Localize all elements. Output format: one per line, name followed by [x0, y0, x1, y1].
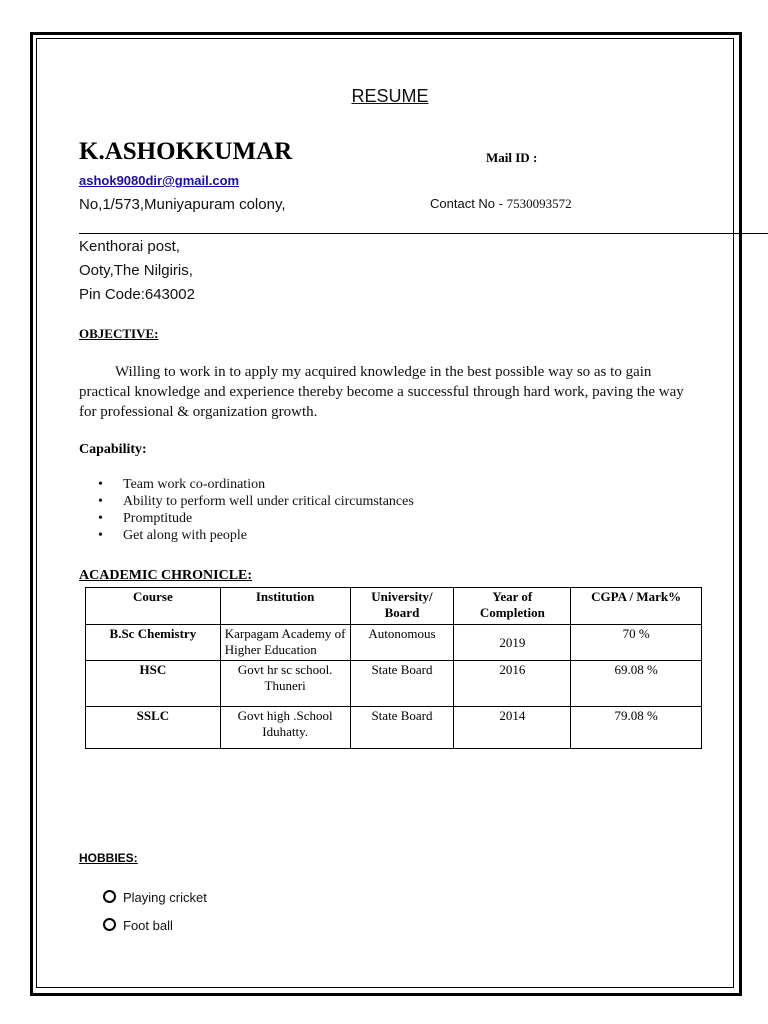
- capability-list: [98, 476, 414, 544]
- contact-number: [430, 196, 572, 212]
- table-cell: 70 %: [571, 625, 702, 661]
- objective-paragraph: [79, 362, 704, 422]
- circle-bullet-icon: [103, 918, 116, 931]
- column-header: Course: [86, 588, 221, 625]
- header-divider: [79, 233, 768, 234]
- mail-id-label: Mail ID :: [486, 150, 538, 165]
- list-item: Playing cricket: [103, 890, 207, 905]
- address-line-2: Kenthorai post,: [79, 238, 180, 255]
- table-row: [86, 625, 702, 661]
- table-cell: SSLC: [86, 707, 221, 749]
- table-cell: 2019: [454, 625, 571, 661]
- list-item: Foot ball: [103, 918, 173, 933]
- table-cell: 69.08 %: [571, 661, 702, 707]
- table-cell: Autonomous: [350, 625, 454, 661]
- list-item: • Ability to perform well under critical circumstances: [98, 494, 414, 509]
- candidate-name: K.ASHOKKUMAR: [79, 138, 293, 165]
- address-line-4: Pin Code:643002: [79, 286, 195, 303]
- objective-text: Willing to work in to apply my acquired knowledge in the best possible way so as to gain practical knowledge and experience thereby become a successful through hard work, paving the way for professional & organization growth.: [79, 364, 684, 420]
- table-cell: HSC: [86, 661, 221, 707]
- academic-heading: ACADEMIC CHRONICLE:: [79, 568, 253, 583]
- column-header: CGPA / Mark%: [571, 588, 702, 625]
- contact-value: 7530093572: [506, 196, 572, 211]
- list-item: • Get along with people: [98, 528, 248, 543]
- table-cell: 2016: [454, 661, 571, 707]
- contact-label: Contact No -: [430, 196, 507, 211]
- hobbies-heading: HOBBIES:: [79, 851, 138, 865]
- table-cell: State Board: [350, 661, 454, 707]
- address-line-1: No,1/573,Muniyapuram colony,: [79, 196, 286, 213]
- address-line-3: Ooty,The Nilgiris,: [79, 262, 193, 279]
- academic-table: [85, 587, 702, 749]
- column-header: Year of Completion: [454, 588, 571, 625]
- page-title: RESUME: [351, 86, 429, 106]
- table-cell: Karpagam Academy of Higher Education: [220, 625, 350, 661]
- email-link[interactable]: ashok9080dir@gmail.com: [79, 173, 240, 188]
- table-row: [86, 661, 702, 707]
- table-row: [86, 707, 702, 749]
- table-cell: B.Sc Chemistry: [86, 625, 221, 661]
- column-header: University/ Board: [350, 588, 454, 625]
- table-cell: Govt high .School Iduhatty.: [220, 707, 350, 749]
- objective-heading: OBJECTIVE:: [79, 326, 159, 341]
- capability-heading: Capability:: [79, 442, 147, 457]
- list-item: • Promptitude: [98, 511, 193, 526]
- circle-bullet-icon: [103, 890, 116, 903]
- table-cell: 79.08 %: [571, 707, 702, 749]
- table-header-row: [86, 588, 702, 625]
- table-cell: Govt hr sc school. Thuneri: [220, 661, 350, 707]
- table-cell: 2014: [454, 707, 571, 749]
- list-item: • Team work co-ordination: [98, 477, 266, 492]
- table-cell: State Board: [350, 707, 454, 749]
- column-header: Institution: [220, 588, 350, 625]
